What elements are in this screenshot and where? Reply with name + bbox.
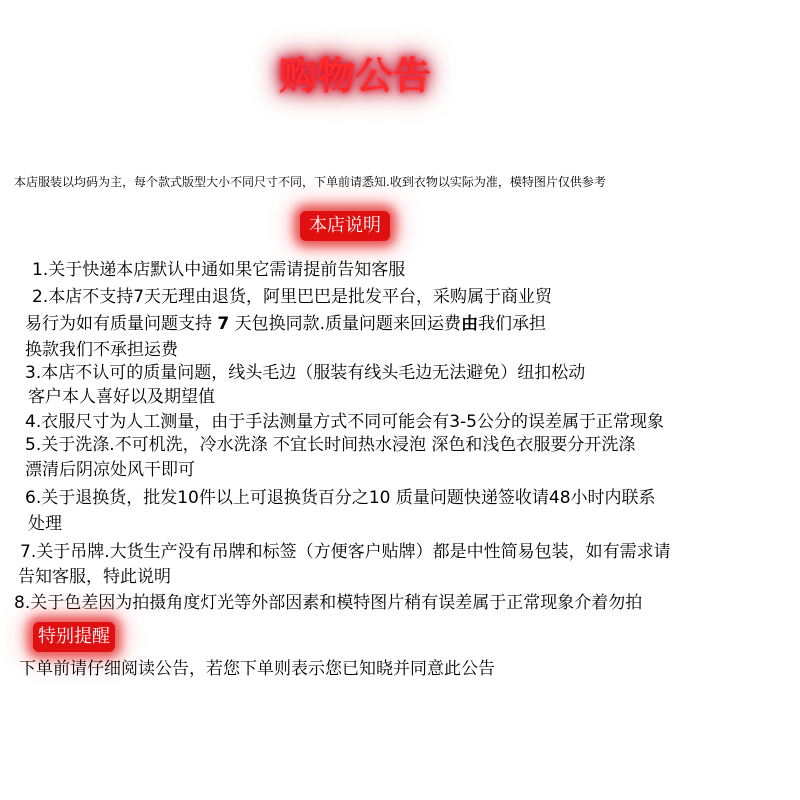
rule-8: 8.关于色差因为拍摄角度灯光等外部因素和模特图片稍有误差属于正常现象介着勿拍	[14, 593, 643, 613]
rule-5-line-1: 5.关于洗涤.不可机洗，冷水洗涤 不宜长时间热水浸泡 深色和浅色衣服要分开洗涤	[25, 435, 636, 455]
section-badge-special-reminder: 特别提醒	[33, 622, 115, 652]
closing-notice: 下单前请仔细阅读公告，若您下单则表示您已知晓并同意此公告	[19, 659, 495, 679]
page-title: 购物公告	[278, 54, 431, 98]
rule-1: 1.关于快递本店默认中通如果它需请提前告知客服	[32, 260, 406, 280]
rule-3-line-1: 3.本店不认可的质量问题，线头毛边（服装有线头毛边无法避免）纽扣松动	[25, 363, 586, 383]
rule-2-highlight-by: 由	[461, 314, 479, 334]
rule-2-line-2	[25, 313, 546, 335]
rule-3-line-2: 客户本人喜好以及期望值	[28, 387, 215, 407]
rule-2-line-1: 2.本店不支持7天无理由退货，阿里巴巴是批发平台，采购属于商业贸	[32, 287, 553, 307]
rule-2-text-a: 易行为如有质量问题支持	[25, 314, 218, 334]
rule-6-line-2: 处理	[28, 514, 62, 534]
rule-5-line-2: 漂清后阴凉处风干即可	[25, 460, 195, 480]
rule-7-line-1: 7.关于吊牌.大货生产没有吊牌和标签（方便客户贴牌）都是中性简易包装，如有需求请	[20, 542, 671, 562]
rule-2-line-3: 换款我们不承担运费	[25, 340, 178, 360]
section-badge-store-notes: 本店说明	[300, 211, 390, 241]
rule-7-line-2: 告知客服，特此说明	[18, 567, 171, 587]
rule-2-text-b: 天包换同款.质量问题来回运费	[229, 314, 462, 334]
rule-4: 4.衣服尺寸为人工测量，由于手法测量方式不同可能会有3-5公分的误差属于正常现象	[25, 412, 664, 432]
rule-2-text-c: 我们承担	[478, 314, 547, 334]
rule-6-line-1: 6.关于退换货，批发10件以上可退换货百分之10 质量问题快递签收请48小时内联系	[25, 488, 656, 508]
intro-text: 本店服装以均码为主，每个款式版型大小不同尺寸不同，下单前请悉知.收到衣物以实际为准，模特图片仅供参考	[14, 175, 606, 189]
rule-2-highlight-days: 7	[217, 314, 230, 334]
